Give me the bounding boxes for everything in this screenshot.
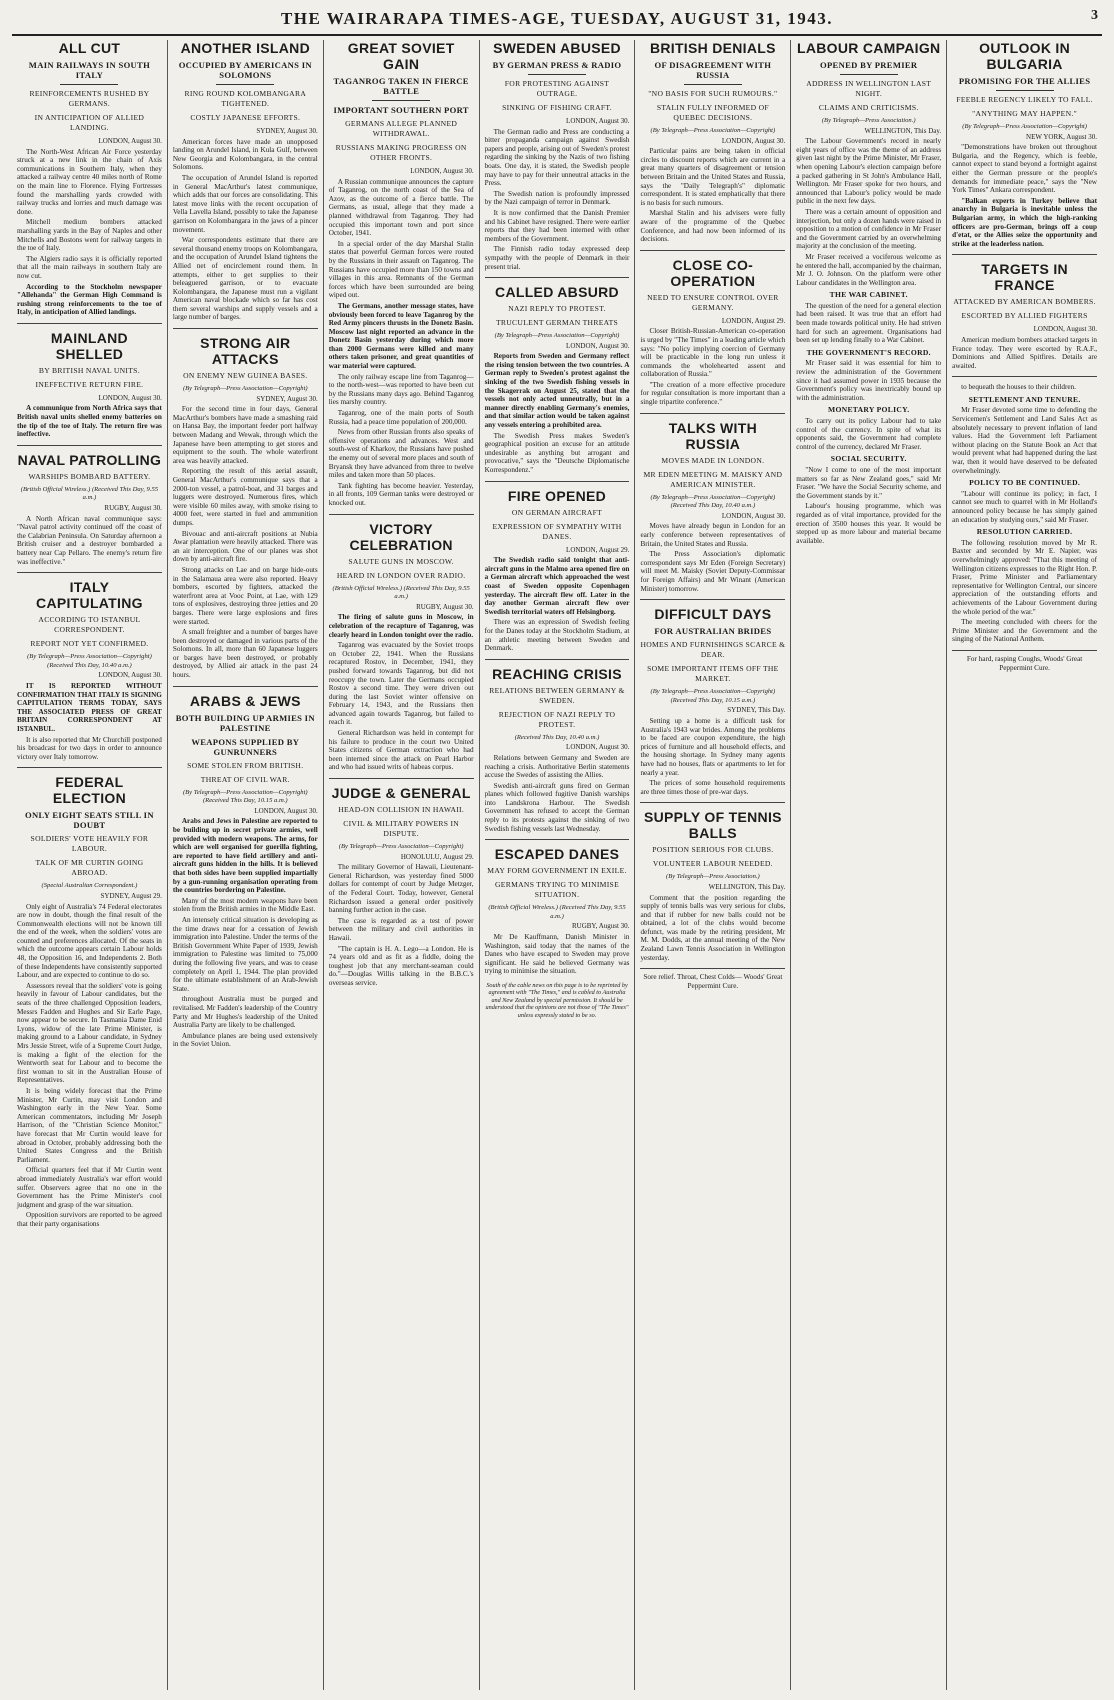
paragraph: It is also reported that Mr Churchill postponed his broadcast for two days in order to announce victory over Italy tomorrow. <box>17 735 162 761</box>
subheadline: WEAPONS SUPPLIED BY GUNRUNNERS <box>191 736 300 757</box>
dateline: SYDNEY, August 30. <box>256 394 318 403</box>
subheadline: SINKING OF FISHING CRAFT. <box>502 103 612 112</box>
dateline: LONDON, August 30. <box>566 743 630 752</box>
paragraph: Marshal Stalin and his advisers were fully aware of the programme of the Quebec Conference, and had now been informed of its decisions. <box>640 209 786 244</box>
article-body <box>952 143 1097 248</box>
wire-credit: (British Official Wireless.) (Received This Day, 9.55 a.m.) <box>332 584 470 601</box>
subheadline: NEED TO ENSURE CONTROL OVER GERMANY. <box>647 292 779 312</box>
subheadline: ADDRESS IN WELLINGTON LAST NIGHT. <box>806 79 932 98</box>
subheadline: PROMISING FOR THE ALLIES <box>958 76 1091 86</box>
subheadline: REPORT NOT YET CONFIRMED. <box>30 639 149 649</box>
newspaper-title: THE WAIRARAPA TIMES-AGE, TUESDAY, AUGUST 31, 1943. <box>280 9 834 28</box>
article-body <box>485 128 630 272</box>
article-body <box>17 682 162 761</box>
headline: OUTLOOK IN BULGARIA <box>979 40 1071 72</box>
wire-credit: (By Telegraph—Press Association—Copyright) (Received This Day, 10.15 a.m.) <box>182 788 308 805</box>
paragraph: A Russian communique announces the capture of Taganrog, on the north coast of the Sea of Azov, as the outcome of a fierce battle. The Germans, as usual, allege that they made a planned withdrawal from Taganrog. They had occupied this important town and port since October, 1941. <box>328 177 474 238</box>
paragraph: The Swedish radio said tonight that anti-aircraft guns in the Malmo area opened fire on a German aircraft which approached the west coast of Sweden opposite Copenhagen yesterday. The aircraft flew off. Later in the day another German aircraft flew over Swedish territorial waters off Helsingborg. <box>484 556 630 616</box>
headline: ALL CUT <box>58 40 121 56</box>
section-heading: SOCIAL SECURITY. <box>830 454 907 464</box>
column-4 <box>480 40 636 1690</box>
subheadline: OCCUPIED BY AMERICANS IN SOLOMONS <box>178 60 312 80</box>
article-body <box>173 405 318 679</box>
article-body <box>173 817 318 1048</box>
subheadline: CIVIL & MILITARY POWERS IN DISPUTE. <box>343 819 460 839</box>
paragraph: Moves have already begun in London for an early conference between representatives of Britain, the United States and Russia. <box>640 522 786 548</box>
subheadline: THREAT OF CIVIL WAR. <box>200 774 290 784</box>
subheadline: ONLY EIGHT SEATS STILL IN DOUBT <box>25 810 154 831</box>
paragraph: There was a certain amount of opposition and interjection, but only a dozen hands were raised in opposition to a motion of confidence in Mr Fraser and the Government carried by an overwhelming majority at the conclusion of the meeting. <box>796 207 942 251</box>
subheadline: ON ENEMY NEW GUINEA BASES. <box>183 371 308 381</box>
paragraph: "Labour will continue its policy; in fact, I cannot see much to quarrel with in Mr Holland's announced policy because he has simply gained an education by studying ours," said Mr Fraser. <box>952 489 1098 524</box>
article-body <box>329 863 474 987</box>
subheadline: CLAIMS AND CRITICISMS. <box>818 103 919 112</box>
subheadline: REINFORCEMENTS RUSHED BY GERMANS. <box>29 89 150 108</box>
paragraph: Reports from Sweden and Germany reflect the rising tension between the two countries. A German reply to Sweden's protest against the sinking of the two Swedish fishing vessels in the Skagerrak on August 25, stated that the vessels not only acted unneutrally, but in a manner directly enabling Germany's enemies, and that similar action would be taken against any vessels entering a prohibited area. <box>484 352 630 430</box>
article-arabs-jews <box>173 686 318 1049</box>
paragraph: Tank fighting has become heavier. Yesterday, in all fronts, 109 German tanks were destroyed or knocked out. <box>328 481 474 507</box>
paragraph: The occupation of Arundel Island is reported in General MacArthur's latest communique, which adds that our forces are consolidating. This latest move links with the recent occupation of Vella Lavella Island, possibly to take the Japanese garrison on Kolombangara in the jaws of a pincer movement. <box>172 173 318 234</box>
paragraph: The Labour Government's record in nearly eight years of office was the theme of an address given last night by the Prime Minister, Mr Fraser, when opening Labour's election campaign before a packed gathering in St John's Ambulance Hall, Wellington. Mr Fraser spoke for two hours, and announced that Labour's policy would be made public in the next few days. <box>796 137 942 206</box>
paragraph: A communique from North Africa says that British naval units shelled enemy batteries on the tip of the toe of Italy. The return fire was ineffective. <box>17 404 162 439</box>
headline: ANOTHER ISLAND <box>180 40 310 56</box>
paragraph: The meeting concluded with cheers for the Prime Minister and the Government and the singing of the National Anthem. <box>952 618 1098 644</box>
paragraph: The Algiers radio says it is officially reported that all the main railways in southern Italy are now cut. <box>17 254 162 280</box>
paragraph: Swedish anti-aircraft guns fired on German planes which followed fugitive Danish warships into Landskrona Harbour. The Swedish Government has refused to accept the German reply to its protests against the sinking of two Swedish fishing vessels last Wednesday. <box>484 781 630 833</box>
subheadline: "ANYTHING MAY HAPPEN." <box>972 109 1077 118</box>
article-targets-in-france <box>952 254 1097 370</box>
subheadline: HEARD IN LONDON OVER RADIO. <box>336 570 466 580</box>
dateline: SYDNEY, August 29. <box>100 891 162 900</box>
wire-credit: (By Telegraph—Press Association—Copyright) <box>338 843 464 851</box>
article-judge-general <box>329 778 474 988</box>
paragraph: Official quarters feel that if Mr Curtin went abroad immediately Australia's war effort would suffer. Observers agree that no one in the Government has the Prime Minister's cool judgment and grasp of the war situation. <box>17 1166 162 1209</box>
article-strong-air-attacks <box>173 328 318 680</box>
paragraph: Assessors reveal that the soldiers' vote is going heavily in favour of Labour candidates, but the seats of the three challenged Opposition leaders, Messrs Fadden and Hughes and Sir Earle Page, now appear to be secure. In Tasmania Dame Enid Lyons, widow of the late Prime Minister, is making ground to a Labour candidate, in Sydney Mrs Jessie Street, wife of a Supreme Court Judge, is making a fight of the election for the Wentworth seat for Labour and to become the first woman to sit in the Australian House of Representatives. <box>17 981 162 1085</box>
article-body <box>17 515 162 567</box>
headline: FEDERAL ELECTION <box>52 774 127 807</box>
paragraph: The firing of salute guns in Moscow, in celebration of the recapture of Taganrog, was clearly heard in London tonight over the radio. <box>328 613 474 639</box>
subheadline: INEFFECTIVE RETURN FIRE. <box>35 379 144 389</box>
subheadline: BY GERMAN PRESS & RADIO <box>492 60 622 70</box>
paragraph: American medium bombers attacked targets in France today. They were escorted by R.A.F., Dominions and Allied Spitfires. Details are awaited. <box>952 335 1098 370</box>
dateline: WELLINGTON, This Day. <box>864 126 942 135</box>
article-body <box>17 148 162 317</box>
paragraph: The Swedish Press makes Sweden's geographical position an excuse for an attitude undesirable as anything but arrogant and provocative," says the "Deutsche Diplomatische Korrespondenz." <box>484 431 630 474</box>
wire-credit: (British Official Wireless.) (Received This Day, 9.55 a.m.) <box>488 904 626 920</box>
headline: MAINLAND SHELLED <box>50 329 128 362</box>
paragraph: Mr Fraser devoted some time to defending the Servicemen's Settlement and Land Sales Act as absolutely necessary to prevent inflation of land values. Had the Government left Parliament without placing on the Statute Book an Act that would prevent what had happened during the last war, then it would have deserved to be defeated overwhelmingly. <box>952 406 1098 475</box>
dateline: LONDON, August 29. <box>566 545 630 554</box>
subheadline: RING ROUND KOLOMBANGARA TIGHTENED. <box>184 89 307 108</box>
article-body <box>796 137 941 545</box>
dateline: HONOLULU, August 29. <box>400 852 474 861</box>
subheadline: ATTACKED BY AMERICAN BOMBERS. <box>953 297 1096 307</box>
divider <box>60 84 118 85</box>
subheadline: VOLUNTEER LABOUR NEEDED. <box>652 859 773 869</box>
headline: FIRE OPENED <box>507 487 607 504</box>
paragraph: Mr Fraser said it was essential for him to review the administration of the Government since it had assumed power in 1935 because the Government's policy was inextricably bound up with the administration. <box>796 359 942 402</box>
paragraph: "Balkan experts in Turkey believe that anarchy in Bulgaria is inevitable unless the Bulgarian army, in which the high-ranking officers are pro-German, brings off a coup d'etat, or the Allies seize the opportunity and strike at the leaderless nation. <box>952 196 1098 248</box>
subheadline: SOME STOLEN FROM BRITISH. <box>187 760 304 770</box>
paragraph: The only railway escape line from Taganrog—to the north-west—was reported to have been cut by the Russians many days ago. Behind Taganrog lies marshy country. <box>328 372 474 407</box>
paragraph: "The creation of a more effective procedure for regular consultation is more important than a single tripartite conference." <box>640 380 786 407</box>
headline: REACHING CRISIS <box>492 665 622 682</box>
subheadline: BY BRITISH NAVAL UNITS. <box>38 365 140 375</box>
article-italy-capitulating <box>17 572 162 761</box>
dateline: LONDON, August 30. <box>98 671 162 680</box>
article-body <box>952 336 1097 370</box>
headline: LABOUR CAMPAIGN <box>796 40 941 56</box>
article-outlook-bulgaria <box>952 40 1097 248</box>
wire-credit: (By Telegraph—Press Association.) <box>821 117 916 124</box>
dateline: LONDON, August 30. <box>98 137 162 145</box>
dateline: RUGBY, August 30. <box>104 504 162 513</box>
article-federal-election <box>17 767 162 1228</box>
dateline: LONDON, August 30. <box>410 167 474 175</box>
dateline: SYDNEY, August 30. <box>256 127 318 135</box>
article-sweden-abused <box>485 40 630 271</box>
headline: TARGETS IN FRANCE <box>981 261 1068 294</box>
paragraph: Relations between Germany and Sweden are reaching a crisis. Authoritative Berlin statements accuse the Swedes of assisting the Allies. <box>484 753 630 780</box>
dateline: WELLINGTON, This Day. <box>708 882 786 891</box>
article-tennis-balls <box>640 802 785 962</box>
divider <box>996 90 1054 91</box>
paragraph: throughout Australia must be purged and revitalised. Mr Fadden's leadership of the Country Party and Mr Hughes's leadership of the United Australia Party are likely to be challenged. <box>172 995 318 1030</box>
advertisement: Sore relief. Throat, Chest Colds— Woods' Great Peppermint Cure. <box>640 968 785 990</box>
subheadline: POSITION SERIOUS FOR CLUBS. <box>652 845 774 855</box>
paragraph: Bivouac and anti-aircraft positions at Nubia Awar plantation were heavily attacked. There was an air interception. One of our planes was shot down by anti-aircraft fire. <box>172 529 318 564</box>
subheadline: OF DISAGREEMENT WITH RUSSIA <box>654 60 772 80</box>
paragraph: For the second time in four days, General MacArthur's bombers have made a smashing raid on Hansa Bay, the important feeder port halfway between Madang and Wewak, through which the Japanese have been attempting to get stores and equipment to the south. The whole waterfront area was heavily attacked. <box>172 405 318 465</box>
article-escaped-danes <box>485 839 630 976</box>
column-2 <box>168 40 324 1690</box>
column-5 <box>635 40 791 1690</box>
subheadline: IMPORTANT SOUTHERN PORT <box>333 105 469 115</box>
paragraph: American forces have made an unopposed landing on Arundel Island, in Kula Gulf, between New Georgia and Kolombangara, in the central Solomons. <box>172 137 318 172</box>
article-body <box>640 147 785 244</box>
subheadline: STALIN FULLY INFORMED OF QUEBEC DECISIONS. <box>656 103 769 122</box>
masthead <box>12 4 1102 36</box>
article-naval-patrolling <box>17 445 162 566</box>
paragraph: There was an expression of Swedish feeling for the Danes today at the Stockholm Stadium, at an athletic meeting between Sweden and Denmark. <box>484 618 630 653</box>
paragraph: Particular pains are being taken in official circles to discount reports which are current in a great many quarters of disagreement or tension between Britain and the United States and Russia, says the "Daily Telegraph's" diplomatic correspondent. It is stated emphatically that there is no basis for such rumours. <box>640 147 786 207</box>
divider <box>528 74 586 75</box>
paragraph: The Germans, another message states, have obviously been forced to leave Taganrog by the Red Army pincers thrusts in the Donetz Basin. Moscow last night reported an advance in the Donetz Basin yesterday during which more than 2000 Germans were killed and many others taken prisoner, and great quantities of war material were captured. <box>328 301 474 371</box>
paragraph: to bequeath the houses to their children. <box>961 383 1076 392</box>
paragraph: Only eight of Australia's 74 Federal electorates are now in doubt, though the final result of the Commonwealth elections will not be known till the end of the week, when the soldiers' votes are counted and preferences allocated. Of the seats in which the outcome appears certain Labour holds 48, the Opposition 16, and Independents 2. Both of these Independents have consistently supported Labour, and are expected to continue to do so. <box>17 902 162 980</box>
article-fire-opened <box>485 481 630 653</box>
section-heading: MONETARY POLICY. <box>827 405 910 415</box>
advertisement: For hard, rasping Coughs, Woods' Great Peppermint Cure. <box>952 650 1097 672</box>
section-heading: SETTLEMENT AND TENURE. <box>968 394 1081 404</box>
paragraph: The North-West African Air Force yesterday struck at a new link in the chain of Axis communications in Southern Italy, when they attacked a railway centre 40 miles north of Rome on the main line to Florence. Flying Fortresses found the marshalling yards crowded with railway trucks and lorries and much damage was done. <box>17 147 162 216</box>
article-body <box>640 522 785 593</box>
column-6 <box>791 40 947 1690</box>
headline: SWEDEN ABUSED <box>493 40 621 56</box>
subheadline: FEEBLE REGENCY LIKELY TO FALL. <box>956 95 1093 104</box>
paragraph: News from other Russian fronts also speaks of offensive operations and advances. West and south-west of Kharkov, the Russians have pushed the enemy out of several more places and south of Bryansk they have advanced from three to twelve miles and taken more than 50 places. <box>328 428 474 480</box>
article-body <box>485 754 630 833</box>
headline: JUDGE & GENERAL <box>331 785 471 802</box>
article-great-soviet-gain <box>329 40 474 508</box>
article-body <box>485 352 630 474</box>
dateline: LONDON, August 30. <box>566 341 630 350</box>
paragraph: Mr Fraser received a vociferous welcome as he entered the hall, accompanied by the chairman, Mr J. O. Johnson. On the platform were other Labour candidates in the Wellington area. <box>796 252 942 287</box>
paragraph: Arabs and Jews in Palestine are reported to be building up in secret private armies, well provided with modern weapons. The arms, for which are well organised for guerilla fighting, are reported to have field artillery and anti-aircraft guns hidden in the hills. It is believed that both sides have been supplied impartially by a gun-running organisation operating from the countries bordering on Palestine. <box>172 817 318 895</box>
dateline: LONDON, August 30. <box>98 393 162 402</box>
paragraph: War correspondents estimate that there are several thousand enemy troops on Kolombangara, and the occupation of Arundel Island tightens the Allied net of encirclement round them. In attempts, either to get supplies to their beleaguered garrison, or to evacuate Kolombangara, the Japanese must run a vigilant American naval blockade which so far has cost them several warships and supply vessels and a large number of barges. <box>172 236 318 322</box>
subheadline: IN ANTICIPATION OF ALLIED LANDING. <box>34 113 145 132</box>
subheadline: SALUTE GUNS IN MOSCOW. <box>348 556 454 566</box>
divider <box>840 74 898 75</box>
article-close-cooperation <box>640 250 785 407</box>
article-labour-campaign <box>796 40 941 545</box>
cable-notice: South of the cable news on this page is to be reprinted by agreement with "The Times," and is cabled to Australia and New Zealand by special permission. It should be understood that the opinions are not those of "The Times" unless expressly stated to be so. <box>485 982 629 1019</box>
wire-credit: (By Telegraph—Press Association—Copyright) <box>182 385 308 393</box>
article-body <box>640 327 785 406</box>
dateline: RUGBY, August 30. <box>416 602 474 611</box>
subheadline: HOMES AND FURNISHINGS SCARCE & DEAR. <box>640 640 786 660</box>
article-body <box>17 404 162 438</box>
subheadline: MOVES MADE IN LONDON. <box>661 455 765 465</box>
paragraph: Mr De Kauffmann, Danish Minister in Washington, said today that the names of the Danes who have escaped to Sweden may prove significant. He said he believed Germany was trying to minimise the situation. <box>484 933 630 976</box>
section-heading: POLICY TO BE CONTINUED. <box>969 478 1081 488</box>
headline: ESCAPED DANES <box>494 846 620 863</box>
newspaper-columns <box>12 40 1102 1690</box>
article-reaching-crisis <box>485 659 630 834</box>
paragraph: IT IS REPORTED WITHOUT CONFIRMATION THAT ITALY IS SIGNING CAPITULATION TERMS TODAY, SAYS THE ASSOCIATED PRESS OF GREAT BRITAIN CORRESPONDENT AT ISTANBUL. <box>17 681 162 733</box>
subheadline: FOR PROTESTING AGAINST OUTRAGE. <box>504 79 610 98</box>
subheadline: TAGANROG TAKEN IN FIERCE BATTLE <box>333 76 469 96</box>
column-3 <box>324 40 480 1690</box>
paragraph: The question of the need for a general election had been raised. It was true that an effort had been made towards political unity. He had striven hard for such an agreement. Organisations had been set up lending finally to a War Cabinet. <box>796 301 942 345</box>
dateline: LONDON, August 30. <box>721 136 786 145</box>
divider <box>684 84 742 85</box>
article-body <box>329 613 474 772</box>
headline: ITALY CAPITULATING <box>36 579 143 612</box>
dateline: LONDON, August 30. <box>566 117 630 125</box>
paragraph: Ambulance planes are being used extensively in the Soviet Union. <box>172 1031 318 1049</box>
headline: TALKS WITH RUSSIA <box>668 419 757 452</box>
subheadline: COSTLY JAPANESE EFFORTS. <box>190 113 301 122</box>
article-another-island <box>173 40 318 322</box>
paragraph: Strong attacks on Lae and on barge hide-outs in the Salamaua area were also reported. Heavy bombers, escorted by fighters, attacked the waterfront area at Vooc Point, at Lae, with 129 tons of explosives, destroying three jetties and 20 barges. There were large explosions and fires were started. <box>172 565 318 626</box>
paragraph: General Richardson was held in contempt for his failure to produce in the court two United States citizens of German extraction who had been interned since the attack on Pearl Harbor and who had issued writs of habeas corpus. <box>328 729 474 772</box>
wire-credit: (Special Australian Correspondent.) <box>41 882 138 890</box>
wire-credit: (By Telegraph—Press Association—Copyright) <box>962 123 1087 130</box>
article-body <box>485 556 630 653</box>
wire-credit: (Received This Day, 10.40 a.m.) <box>514 733 600 741</box>
article-victory-celebration <box>329 514 474 772</box>
wire-credit: (By Telegraph—Press Association—Copyright) <box>650 127 776 134</box>
article-body <box>329 178 474 508</box>
subheadline: MAIN RAILWAYS IN SOUTH ITALY <box>28 60 151 80</box>
paragraph: A North African naval communique says: "Naval patrol activity continued off the coast of the Calabrian Peninsula. On Saturday afternoon a British cruiser and a destroyer bombarded a battery near Cap Pellaro. The enemy's return fire was ineffective." <box>17 514 162 566</box>
article-labour-campaign-continued <box>952 376 1097 644</box>
wire-credit: (By Telegraph—Press Association—Copyright) <box>494 332 620 340</box>
page-number: 3 <box>1091 8 1098 23</box>
headline: VICTORY CELEBRATION <box>349 520 453 553</box>
wire-credit: (By Telegraph—Press Association—Copyright) (Received This Day, 10.40 a.m.) <box>27 653 152 669</box>
paragraph: The Press Association's diplomatic correspondent says Mr Eden (Foreign Secretary) will meet M. Maisky (Soviet Deputy-Commissar for Foreign Affairs) and Mr Winant (American Minister) tomorrow. <box>640 550 786 593</box>
paragraph: It is being widely forecast that the Prime Minister, Mr Curtin, may visit London and Washington early in the New Year. Some American commentators, including Mr Joseph Harrison, of the "Christian Science Monitor," have forecast that Mr Curtin would leave for abroad in October, probably addressing both the United States Congress and the British Parliament. <box>17 1086 162 1164</box>
subheadline: RUSSIANS MAKING PROGRESS ON OTHER FRONTS. <box>335 143 467 162</box>
paragraph: Closer British-Russian-American co-operation is urged by "The Times" in a leading article which says: "No policy implying coercion of Germany will be practicable in the long run unless it commands the wholehearted assent and collaboration of Russia." <box>640 327 786 379</box>
subheadline: SOLDIERS' VOTE HEAVILY FOR LABOUR. <box>30 834 149 854</box>
paragraph: To carry out its policy Labour had to take control of the currency. In spite of what its opponents said, the Government had complete control of the currency, declared Mr Fraser. <box>796 417 942 451</box>
section-heading: THE GOVERNMENT'S RECORD. <box>806 347 931 357</box>
article-body <box>17 903 162 1229</box>
article-body <box>640 717 785 796</box>
paragraph: Taganrog was evacuated by the Soviet troops on October 22, 1941. When the Russians recaptured Rostov, in December, 1941, they pushed forward towards Taganrog, but did not reoccupy the town. Later the Germans occupied Rostov a second time. They were driven out during the last Soviet winter offensive on February 14, 1943, and the Russians then advanced again towards Taganrog, but failed to reach it. <box>328 641 474 727</box>
wire-credit: (By Telegraph—Press Association—Copyright) (Received This Day, 10.15 a.m.) <box>650 688 776 704</box>
headline: DIFFICULT DAYS <box>654 606 772 623</box>
paragraph: Comment that the position regarding the supply of tennis balls was very serious for clubs, and that if rubber for new balls could not be obtained, a lot of the clubs would become defunct, was made by the retiring president, Mr M. M. Dodds, at the annual meeting of the New Zealand Lawn Tennis Association in Wellington yesterday. <box>640 893 786 962</box>
subheadline: ESCORTED BY ALLIED FIGHTERS <box>961 311 1088 321</box>
subheadline: GERMANS ALLEGE PLANNED WITHDRAWAL. <box>345 119 458 138</box>
paragraph: The prices of some household requirements are three times those of pre-war days. <box>640 779 786 796</box>
subheadline: OPENED BY PREMIER <box>820 60 918 70</box>
article-body <box>640 894 785 963</box>
article-body <box>173 138 318 322</box>
subheadline: HEAD-ON COLLISION IN HAWAII. <box>338 805 465 815</box>
paragraph: In a special order of the day Marshal Stalin states that powerful German forces were routed by the Russians in their assault on Taganrog. The Russians have occupied more than 150 towns and villages in this area. Remnants of the German forces which have been surrounded are being wiped out. <box>328 239 474 300</box>
subheadline: MR EDEN MEETING M. MAISKY AND AMERICAN MINISTER. <box>643 469 783 489</box>
subheadline: BOTH BUILDING UP ARMIES IN PALESTINE <box>175 712 315 733</box>
dateline: LONDON, August 30. <box>254 806 318 815</box>
paragraph: Opposition survivors are reported to be agreed that their party organisations <box>17 1211 162 1228</box>
wire-credit: (By Telegraph—Press Association.) <box>666 873 760 881</box>
article-called-absurd <box>485 277 630 475</box>
divider <box>216 84 274 85</box>
paragraph: "The captain is H. A. Lego—a London. He is 74 years old and as fit as a fiddle, doing the toughest job that any merchant-seaman could do."—Douglas Willis talking in the B.B.C.'s overseas service. <box>328 944 474 987</box>
paragraph: The German radio and Press are conducting a bitter propaganda campaign against Swedish papers and people, arising out of Sweden's protest regarding the sinking by the Nazis of two fishing boats. One day, it is stated, the Swedish people may have to pay for their unneutral attacks in the Press. <box>484 127 630 188</box>
dateline: NEW YORK, August 30. <box>1026 132 1098 141</box>
headline: ARABS & JEWS <box>189 692 301 709</box>
paragraph: The Swedish nation is profoundly impressed by the Nazi campaign of terror in Denmark. <box>484 189 630 207</box>
paragraph: Reporting the result of this aerial assault, General MacArthur's communique says that a 2000-ton vessel, a patrol-boat, and 31 barges and luggers were destroyed. Numerous fires, which were visible 60 miles away, with smoke rising to 4000 feet, were started in fuel and ammunition dumps. <box>172 467 318 527</box>
wire-credit: (By Telegraph—Press Association—Copyright) (Received This Day, 10.40 a.m.) <box>650 493 776 510</box>
article-mainland-shelled <box>17 323 162 439</box>
paragraph: It is now confirmed that the Danish Premier and his Cabinet have resigned. There were earlier reports that they had been interned with other members of the Government. <box>484 208 630 243</box>
subheadline: WARSHIPS BOMBARD BATTERY. <box>28 471 151 481</box>
article-difficult-days <box>640 599 785 796</box>
paragraph: The Finnish radio today expressed deep sympathy with the people of Denmark in their present trial. <box>484 245 630 271</box>
subheadline: SOME IMPORTANT ITEMS OFF THE MARKET. <box>647 664 779 684</box>
subheadline: GERMANS TRYING TO MINIMISE SITUATION. <box>494 880 620 900</box>
paragraph: Mitchell medium bombers attacked marshalling yards in the Bay of Naples and other Mitchells and Bostons went for railway targets in the toe of Italy. <box>17 218 162 253</box>
dateline: RUGBY, August 30. <box>571 922 630 931</box>
subheadline: ON GERMAN AIRCRAFT <box>511 507 603 517</box>
paragraph: "Demonstrations have broken out throughout Bulgaria, and the Regency, which is feeble, cannot expect to stand beyond a fortnight against either the German pressure or the people's demands for immediate peace," says the "New York Times" Ankara correspondent. <box>952 143 1098 195</box>
paragraph: Taganrog, one of the main ports of South Russia, had a peace time population of 200,000. <box>328 409 474 426</box>
section-heading: RESOLUTION CARRIED. <box>976 527 1073 537</box>
article-british-denials <box>640 40 785 244</box>
article-body <box>952 383 1097 644</box>
headline: GREAT SOVIET GAIN <box>347 40 455 72</box>
wire-credit: (British Official Wireless.) (Received This Day, 9.55 a.m.) <box>20 485 159 502</box>
headline: NAVAL PATROLLING <box>17 451 162 468</box>
section-heading: THE WAR CABINET. <box>829 290 908 300</box>
article-talks-with-russia <box>640 413 785 594</box>
paragraph: The military Governor of Hawaii, Lieutenant-General Richardson, was yesterday fined 5000 dollars for contempt of court by Judge Metzger, of the Federal Court. Today, however, General Richardson issued a general order positively banning further action in the case. <box>328 863 474 915</box>
paragraph: "Now I come to one of the most important matters so far as New Zealand goes," said Mr Fraser. "We have the Social Security scheme, and the Government stands by it." <box>796 465 942 500</box>
column-1 <box>12 40 168 1690</box>
paragraph: The case is regarded as a test of power between the military and civil authorities in Hawaii. <box>328 916 474 942</box>
subheadline: EXPRESSION OF SYMPATHY WITH DANES. <box>492 521 622 541</box>
subheadline: FOR AUSTRALIAN BRIDES <box>654 626 772 637</box>
paragraph: An intensely critical situation is developing as the time draws near for a cessation of Jewish immigration into Palestine. Under the terms of the British Government White Paper of 1939, Jewish immigration to Palestine was limited to 75,000 during the following five years, and was to cease completely on April 1, 1944. The plan provided for the ultimate establishment of an Arab-Jewish State. <box>172 915 318 993</box>
paragraph: Labour's housing programme, which was regarded as of vital importance, provided for the erection of 3500 houses this year. It would be stepped up as more labour and material became available. <box>796 502 942 545</box>
paragraph: According to the Stockholm newspaper "Allehanda" the German High Command is rushing strong reinforcements to the toe of Italy, in anticipation of Allied landings. <box>17 282 162 317</box>
subheadline: ACCORDING TO ISTANBUL CORRESPONDENT. <box>38 615 141 635</box>
paragraph: Many of the most modern weapons have been stolen from the British armies in the Middle East. <box>172 896 318 914</box>
subheadline: TALK OF MR CURTIN GOING ABROAD. <box>35 858 144 878</box>
divider <box>372 100 430 101</box>
dateline: LONDON, August 29. <box>721 316 786 325</box>
paragraph: Setting up a home is a difficult task for Australia's 1943 war brides. Among the problems to be faced are coupon expenditure, the high prices of furniture and all household effects, and the housing shortage. In Sydney many agents have had no houses, flats or apartments to let for nearly a year. <box>640 716 786 777</box>
dateline: SYDNEY, This Day. <box>727 706 786 715</box>
headline: CLOSE CO-OPERATION <box>670 256 756 289</box>
column-7 <box>947 40 1102 1690</box>
subheadline: MAY FORM GOVERNMENT IN EXILE. <box>487 866 627 876</box>
article-all-cut <box>17 40 162 317</box>
subheadline: RELATIONS BETWEEN GERMANY & SWEDEN. <box>489 685 625 705</box>
paragraph: A small freighter and a number of barges have been destroyed or damaged in various parts of the Solomons. In all, more than 60 Japanese luggers or barges have been destroyed, or probably destroyed, by Allied air attack in the past 24 hours. <box>172 628 318 680</box>
subheadline: "NO BASIS FOR SUCH RUMOURS." <box>648 89 778 98</box>
paragraph: The following resolution moved by Mr R. Baxter and seconded by Mr E. Napier, was overwhelmingly approved: "That this meeting of Wellington citizens expresses to the Right Hon. P. Fraser, Prime Minister and Parliamentary representative for Wellington Central, our sincere appreciation of the outstanding efforts and achievements of the Labour Government during the whole period of the war." <box>952 538 1098 616</box>
dateline: LONDON, August 30. <box>721 511 786 520</box>
subheadline: NAZI REPLY TO PROTEST. <box>508 304 606 314</box>
dateline: LONDON, August 30. <box>1033 325 1098 334</box>
headline: SUPPLY OF TENNIS BALLS <box>643 809 782 842</box>
headline: BRITISH DENIALS <box>649 40 776 56</box>
subheadline: REJECTION OF NAZI REPLY TO PROTEST. <box>498 709 616 729</box>
subheadline: TRUCULENT GERMAN THREATS <box>495 318 619 328</box>
headline: STRONG AIR ATTACKS <box>200 335 291 368</box>
headline: CALLED ABSURD <box>495 284 619 301</box>
article-body <box>485 933 630 976</box>
